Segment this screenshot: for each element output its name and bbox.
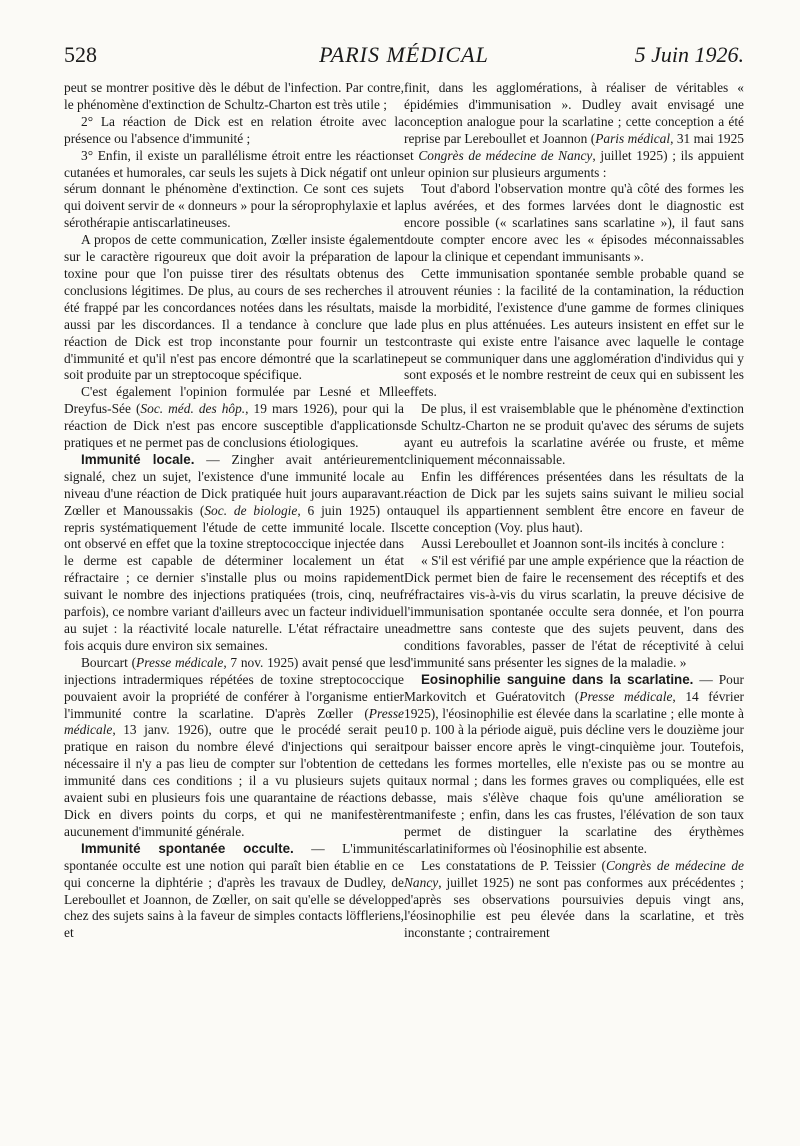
section-heading: Eosinophilie sanguine dans la scarlatine. <box>421 671 694 687</box>
issue-date: 5 Juin 1926. <box>634 42 744 67</box>
quotation: « S'il est vérifié par une ample expérience que la réaction de Dick permet bien de faire le recensement des réceptifs et des réfractaires vis-à-vis du virus scarlatin, la preuve décisive de l'immunisation spontanée occulte sera donnée, et l'on pourra admettre sans conteste que des sujets peuvent, dans des conditions favorables, passer de l'état de réceptivité à celui d'immunité sans présenter les signes de la maladie. » <box>404 553 744 670</box>
paragraph: Bourcart (Presse médicale, 7 nov. 1925) avait pensé que les injections intradermiques répétées de toxine streptococcique pouvaient avoir la propriété de conférer à l'organisme entier l'immunité contre la scarlatine. D'après Zœller (Presse médicale, 13 janv. 1926), outre que le procédé serait peu pratique en raison du nombre élevé d'injections qui serait nécessaire il n'y a pas lieu de compter sur l'obtention de cette immunité dans ces conditions ; il a vu plusieurs sujets qui avaient subi en plusieurs fois une quarantaine de réactions de Dick en divers points du corps, et qui ne manifestèrent aucunement d'immunité générale. <box>64 654 404 839</box>
paragraph: finit, dans les agglomérations, à réaliser de véritables « épidémies d'immunisation ». Dudley avait envisagé une conception analogue pour la scarlatine ; cette conception a été reprise par Lereboullet et Joannon (Paris médical, 31 mai 1925 et Congrès de médecine de Nancy, juillet 1925) ; ils appuient leur opinion sur plusieurs arguments : <box>404 80 744 180</box>
running-header <box>64 40 744 74</box>
paragraph: peut se montrer positive dès le début de l'infection. Par contre, le phénomène d'extinction de Schultz-Charton est très utile ; <box>64 80 404 112</box>
paragraph: Cette immunisation spontanée semble probable quand se trouvent réunies : la facilité de la contamination, la réduction de la morbidité, l'existence d'une gamme de formes cliniques de plus en plus atténuées. Les auteurs insistent en effet sur le contraste qui existe entre l'aisance avec laquelle le contage peut se communiquer dans une agglomération d'individus qui y sont exposés et le nombre restreint de ceux qui en subissent les effets. <box>404 265 744 400</box>
paragraph: C'est également l'opinion formulée par Lesné et Mlle Dreyfus-Sée (Soc. méd. des hôp., 19 mars 1926), pour qui la réaction de Dick n'est pas encore susceptible d'applications pratiques et ne permet pas de conclusions étiologiques. <box>64 384 404 451</box>
right-column <box>404 80 744 942</box>
paragraph: 3° Enfin, il existe un parallélisme étroit entre les réactions cutanées et humorales, car seuls les sujets à Dick négatif ont un sérum donnant le phénomène d'extinction. Ce sont ces sujets qui doivent servir de « donneurs » pour la séroprophylaxie et la sérothérapie antiscarlatineuses. <box>64 147 404 231</box>
paragraph: Aussi Lereboullet et Joannon sont-ils incités à conclure : <box>421 536 725 552</box>
section-paragraph: Eosinophilie sanguine dans la scarlatine. — Pour Markovitch et Guératovitch (Presse médicale, 14 février 1925), l'éosinophilie est élevée dans la scarlatine ; elle monte à 10 p. 100 à la période aiguë, puis décline vers le douzième jour pour baisser encore après le vingt-cinquième jour. Toutefois, dans les formes mortelles, elle n'existe pas ou se montre au taux normal ; dans les formes graves ou compliquées, elle est basse, mais s'élève chaque fois qu'une amélioration se manifeste ; enfin, dans les cas frustes, l'élévation de son taux permet de distinguer la scarlatine des érythèmes scarlatiniformes où l'éosinophilie est absente. <box>404 671 744 856</box>
section-heading: Immunité spontanée occulte. <box>81 840 294 856</box>
journal-title: PARIS MÉDICAL <box>319 42 489 67</box>
section-heading: Immunité locale. <box>81 451 195 467</box>
section-paragraph: Immunité locale. — Zingher avait antérieurement signalé, chez un sujet, l'existence d'une immunité locale au niveau d'une réaction de Dick pratiquée huit jours auparavant. Zœller et Manoussakis (Soc. de biologie, 6 juin 1925) ont repris systématiquement l'étude de cette immunité locale. Ils ont observé en effet que la toxine streptococcique injectée dans le derme est capable de déterminer localement un état réfractaire ; ce dernier s'installe plus ou moins rapidement suivant le nombre des injections pratiquées (trois, cinq, neuf parfois), ce nombre variant d'ailleurs avec un facteur individuel au sujet : la réactivité locale naturelle. L'état réfractaire une fois acquis dure environ six semaines. <box>64 451 405 653</box>
paragraph: De plus, il est vraisemblable que le phénomène d'extinction de Schultz-Charton ne se produit qu'avec des sérums de sujets ayant eu autrefois la scarlatine avérée ou fruste, et même cliniquement méconnaissable. <box>404 401 744 467</box>
paragraph: Tout d'abord l'observation montre qu'à côté des formes les plus avérées, et des formes larvées dont le diagnostic est encore possible (« scarlatines sans scarlatine »), il faut sans doute compter encore avec les « épisodes méconnaissables pour la clinique et cependant immunisants ». <box>404 181 744 265</box>
paragraph: 2° La réaction de Dick est en relation étroite avec la présence ou l'absence d'immunité ; <box>64 113 404 146</box>
paragraph: Les constatations de P. Teissier (Congrès de médecine de Nancy, juillet 1925) ne sont pas conformes aux précédentes ; d'après ses observations poursuivies depuis vingt ans, l'éosinophilie est peu élevée dans la scarlatine, et très inconstante ; contrairement <box>404 857 744 941</box>
paragraph: A propos de cette communication, Zœller insiste également sur le caractère rigoureux que doit avoir la préparation de la toxine pour que l'on puisse tirer des résultats obtenus des conclusions légitimes. De plus, au cours de ses recherches il a été frappé par les concordances notées dans les résultats, mais aussi par les discordances. Il a tendance à conclure que la réaction de Dick est trop inconstante pour fournir un test d'immunité et qu'il n'est pas encore démontré que la scarlatine soit produite par un streptocoque spécifique. <box>64 232 404 383</box>
section-paragraph: Immunité spontanée occulte. — L'immunité spontanée occulte est une notion qui paraît bien établie en ce qui concerne la diphtérie ; d'après les travaux de Dudley, de Lereboullet et Joannon, de Zœller, on sait qu'elle se développe chez des sujets sains à la faveur de simples contacts löffleriens, et <box>64 840 404 941</box>
left-column <box>64 80 404 942</box>
paragraph: Enfin les différences présentées dans les résultats de la réaction de Dick par les sujets sains suivant le milieu social auquel ils appartiennent semblent être encore en faveur de cette conception (Voy. plus haut). <box>404 468 744 535</box>
page-number: 528 <box>64 42 97 67</box>
